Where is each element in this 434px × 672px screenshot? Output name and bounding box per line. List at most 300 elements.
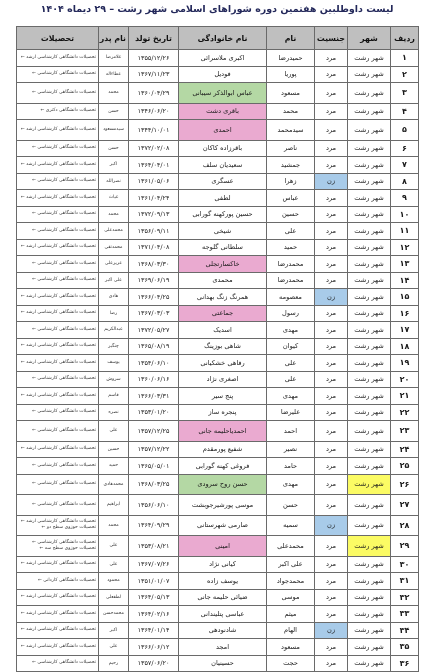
city-cell: شهر رشت bbox=[348, 223, 391, 240]
last-name-cell: اصغری نژاد bbox=[179, 371, 267, 388]
city-cell: شهر رشت bbox=[348, 66, 391, 83]
table-row bbox=[17, 606, 419, 623]
education-line: تحصیلات دانشگاهی کارشناسی ارشد ← bbox=[20, 519, 96, 525]
birth-date-cell: ۱۳۷۲/۰۵/۲۷ bbox=[129, 322, 179, 339]
education-cell bbox=[17, 589, 99, 606]
last-name-cell: محمدی bbox=[179, 272, 267, 289]
table-row bbox=[17, 289, 419, 306]
row-index: ۳۰ bbox=[391, 556, 419, 573]
gender-cell: مرد bbox=[315, 322, 348, 339]
birth-date-cell: ۱۳۷۲/۰۹/۱۳ bbox=[129, 206, 179, 223]
first-name-cell: رسول bbox=[267, 305, 315, 322]
birth-date-cell: ۱۳۶۱/۰۴/۲۴ bbox=[129, 190, 179, 207]
first-name-cell: سمیه bbox=[267, 515, 315, 536]
city-cell: شهر رشت bbox=[348, 441, 391, 458]
first-name-cell: مهدی bbox=[267, 388, 315, 405]
row-index: ۵ bbox=[391, 120, 419, 141]
header-last-name: نام خانوادگی bbox=[179, 27, 267, 50]
birth-date-cell: ۱۳۵۱/۰۱/۰۷ bbox=[129, 573, 179, 590]
last-name-cell: پنج سیر bbox=[179, 388, 267, 405]
row-index: ۱ bbox=[391, 50, 419, 67]
row-index: ۲۴ bbox=[391, 441, 419, 458]
header-father-name: نام پدر bbox=[99, 27, 129, 50]
row-index: ۷ bbox=[391, 157, 419, 174]
father-name-cell: چنگیز bbox=[99, 338, 129, 355]
education-cell bbox=[17, 256, 99, 273]
birth-date-cell: ۱۳۶۷/۰۳/۰۳ bbox=[129, 305, 179, 322]
gender-cell: مرد bbox=[315, 66, 348, 83]
education-cell bbox=[17, 173, 99, 190]
education-cell bbox=[17, 606, 99, 623]
table-row bbox=[17, 338, 419, 355]
education-line: تحصیلات دانشگاهی کارشناسی ارشد ← bbox=[20, 293, 96, 299]
first-name-cell: محمدرضا bbox=[267, 272, 315, 289]
birth-date-cell: ۱۳۷۱/۰۴/۰۸ bbox=[129, 239, 179, 256]
education-cell bbox=[17, 50, 99, 67]
last-name-cell: اکبری ملاسرائی bbox=[179, 50, 267, 67]
first-name-cell: مسعود bbox=[267, 83, 315, 104]
last-name-cell: شفیع پورمقدم bbox=[179, 441, 267, 458]
first-name-cell: محمدعلی bbox=[267, 536, 315, 557]
document-title: لیست داوطلبین هفتمین دوره شوراهای اسلامی شهر رشت – ۲۹ دیماه ۱۴۰۴ bbox=[40, 4, 394, 15]
education-cell bbox=[17, 441, 99, 458]
gender-cell: زن bbox=[315, 515, 348, 536]
first-name-cell: حمیدرضا bbox=[267, 50, 315, 67]
row-index: ۳۴ bbox=[391, 622, 419, 639]
first-name-cell: نصیر bbox=[267, 441, 315, 458]
gender-cell: مرد bbox=[315, 50, 348, 67]
education-cell bbox=[17, 83, 99, 104]
father-name-cell: یوسف bbox=[99, 355, 129, 372]
row-index: ۳۲ bbox=[391, 589, 419, 606]
birth-date-cell: ۱۳۶۵/۰۸/۱۹ bbox=[129, 338, 179, 355]
education-cell bbox=[17, 289, 99, 306]
last-name-cell: شاهی بوزینگ bbox=[179, 338, 267, 355]
education-line: تحصیلات دانشگاهی کارشناسی ارشد ← bbox=[20, 610, 96, 616]
education-line: تحصیلات دانشگاهی کارشناسی ارشد ← bbox=[20, 594, 96, 600]
last-name-cell: موسی پورشیرجوبشت bbox=[179, 495, 267, 516]
father-name-cell: لطفعلی bbox=[99, 589, 129, 606]
city-cell: شهر رشت bbox=[348, 322, 391, 339]
first-name-cell: حامد bbox=[267, 458, 315, 475]
education-line: تحصیلات دانشگاهی کارشناسی ← bbox=[32, 501, 96, 507]
birth-date-cell: ۱۳۷۲/۰۲/۰۸ bbox=[129, 140, 179, 157]
education-line: تحصیلات دانشگاهی کاردانی ← bbox=[37, 577, 96, 583]
first-name-cell: حسین bbox=[267, 206, 315, 223]
education-cell bbox=[17, 272, 99, 289]
first-name-cell: جمشید bbox=[267, 157, 315, 174]
city-cell: شهر رشت bbox=[348, 404, 391, 421]
birth-date-cell: ۱۳۶۷/۰۷/۲۶ bbox=[129, 556, 179, 573]
gender-cell: مرد bbox=[315, 441, 348, 458]
education-line: تحصیلات دانشگاهی کارشناسی ← bbox=[32, 145, 96, 151]
father-name-cell: اکبر bbox=[99, 622, 129, 639]
table-row bbox=[17, 157, 419, 174]
table-row bbox=[17, 140, 419, 157]
first-name-cell: علی bbox=[267, 371, 315, 388]
row-index: ۱۸ bbox=[391, 338, 419, 355]
last-name-cell: عسگری bbox=[179, 173, 267, 190]
father-name-cell: محمود bbox=[99, 573, 129, 590]
gender-cell: مرد bbox=[315, 404, 348, 421]
education-line: تحصیلات دانشگاهی کارشناسی ارشد ← bbox=[20, 194, 96, 200]
education-cell bbox=[17, 639, 99, 656]
education-line: تحصیلات دانشگاهی کارشناسی ← bbox=[32, 71, 96, 77]
education-line: تحصیلات دانشگاهی کارشناسی ارشد ← bbox=[20, 561, 96, 567]
row-index: ۲ bbox=[391, 66, 419, 83]
education-cell bbox=[17, 66, 99, 83]
father-name-cell: غیاث bbox=[99, 190, 129, 207]
first-name-cell: علی bbox=[267, 355, 315, 372]
first-name-cell: علی bbox=[267, 223, 315, 240]
last-name-cell: سلطانی گلوجه bbox=[179, 239, 267, 256]
gender-cell: مرد bbox=[315, 573, 348, 590]
header-birth-date: تاریخ تولد bbox=[129, 27, 179, 50]
education-line: تحصیلات دانشگاهی کارشناسی ارشد ← bbox=[20, 627, 96, 633]
father-name-cell: سروش bbox=[99, 371, 129, 388]
birth-date-cell: ۱۳۶۷/۱۱/۲۳ bbox=[129, 66, 179, 83]
birth-date-cell: ۱۳۵۵/۱۲/۲۶ bbox=[129, 50, 179, 67]
education-cell bbox=[17, 404, 99, 421]
last-name-cell: کیانی نژاد bbox=[179, 556, 267, 573]
father-name-cell: عطاءاله bbox=[99, 66, 129, 83]
gender-cell: زن bbox=[315, 289, 348, 306]
city-cell: شهر رشت bbox=[348, 458, 391, 475]
birth-date-cell: ۱۳۶۸/۰۳/۲۵ bbox=[129, 474, 179, 495]
father-name-cell: حمید bbox=[99, 458, 129, 475]
gender-cell: مرد bbox=[315, 140, 348, 157]
last-name-cell: همرنگ زنگ بهدانی bbox=[179, 289, 267, 306]
city-cell: شهر رشت bbox=[348, 272, 391, 289]
table-row bbox=[17, 355, 419, 372]
table-row bbox=[17, 404, 419, 421]
row-index: ۲۸ bbox=[391, 515, 419, 536]
education-line: تحصیلات دانشگاهی کارشناسی ← bbox=[32, 89, 96, 95]
last-name-cell: امینی bbox=[179, 536, 267, 557]
row-index: ۱۹ bbox=[391, 355, 419, 372]
birth-date-cell: ۱۳۶۴/۰۹/۲۹ bbox=[129, 515, 179, 536]
first-name-cell: محمد bbox=[267, 103, 315, 120]
education-line: تحصیلات حوزوی سطح دو ← bbox=[41, 525, 96, 531]
table-row bbox=[17, 83, 419, 104]
gender-cell: مرد bbox=[315, 338, 348, 355]
last-name-cell: لطفی bbox=[179, 190, 267, 207]
education-cell bbox=[17, 495, 99, 516]
last-name-cell: فودیل bbox=[179, 66, 267, 83]
birth-date-cell: ۱۳۶۱/۰۵/۰۶ bbox=[129, 173, 179, 190]
last-name-cell: عباسی پتلیندانی bbox=[179, 606, 267, 623]
last-name-cell: باقری دشت bbox=[179, 103, 267, 120]
city-cell: شهر رشت bbox=[348, 421, 391, 442]
father-name-cell: غلامرضا bbox=[99, 50, 129, 67]
education-line: تحصیلات دانشگاهی کارشناسی ← bbox=[32, 660, 96, 666]
city-cell: شهر رشت bbox=[348, 50, 391, 67]
education-cell bbox=[17, 556, 99, 573]
city-cell: شهر رشت bbox=[348, 338, 391, 355]
last-name-cell: حسن روح سرودی bbox=[179, 474, 267, 495]
birth-date-cell: ۱۳۶۵/۰۵/۰۱ bbox=[129, 458, 179, 475]
candidates-table bbox=[16, 26, 419, 672]
education-cell bbox=[17, 458, 99, 475]
birth-date-cell: ۱۳۶۸/۰۳/۳۰ bbox=[129, 256, 179, 273]
first-name-cell: ناصر bbox=[267, 140, 315, 157]
first-name-cell: کیوان bbox=[267, 338, 315, 355]
father-name-cell: حسن bbox=[99, 140, 129, 157]
father-name-cell: ابراهیم bbox=[99, 495, 129, 516]
row-index: ۲۶ bbox=[391, 474, 419, 495]
education-cell bbox=[17, 305, 99, 322]
city-cell: شهر رشت bbox=[348, 256, 391, 273]
gender-cell: مرد bbox=[315, 536, 348, 557]
education-line: تحصیلات دانشگاهی کارشناسی ارشد ← bbox=[20, 392, 96, 398]
table-header-row bbox=[17, 27, 419, 50]
last-name-cell: شیخی bbox=[179, 223, 267, 240]
table-row bbox=[17, 305, 419, 322]
birth-date-cell: ۱۳۶۴/۰۱/۱۴ bbox=[129, 622, 179, 639]
gender-cell: زن bbox=[315, 173, 348, 190]
table-row bbox=[17, 622, 419, 639]
first-name-cell: علیرضا bbox=[267, 404, 315, 421]
city-cell: شهر رشت bbox=[348, 515, 391, 536]
birth-date-cell: ۱۳۶۶/۰۳/۳۱ bbox=[129, 388, 179, 405]
education-line: تحصیلات دانشگاهی کارشناسی ارشد ← bbox=[20, 54, 96, 60]
gender-cell: مرد bbox=[315, 495, 348, 516]
father-name-cell: محمد bbox=[99, 83, 129, 104]
city-cell: شهر رشت bbox=[348, 206, 391, 223]
table-row bbox=[17, 441, 419, 458]
education-line: تحصیلات دانشگاهی کارشناسی ارشد ← bbox=[20, 359, 96, 365]
city-cell: شهر رشت bbox=[348, 190, 391, 207]
city-cell: شهر رشت bbox=[348, 388, 391, 405]
birth-date-cell: ۱۳۵۷/۱۲/۲۵ bbox=[129, 421, 179, 442]
education-cell bbox=[17, 190, 99, 207]
education-line: تحصیلات دانشگاهی کارشناسی ارشد ← bbox=[20, 446, 96, 452]
education-cell bbox=[17, 120, 99, 141]
table-row bbox=[17, 515, 419, 536]
table-row bbox=[17, 50, 419, 67]
gender-cell: مرد bbox=[315, 639, 348, 656]
first-name-cell: حسن bbox=[267, 495, 315, 516]
row-index: ۱۰ bbox=[391, 206, 419, 223]
first-name-cell: احمد bbox=[267, 421, 315, 442]
gender-cell: مرد bbox=[315, 556, 348, 573]
table-row bbox=[17, 474, 419, 495]
father-name-cell: عبدالکریم bbox=[99, 322, 129, 339]
education-cell bbox=[17, 239, 99, 256]
birth-date-cell: ۱۳۵۷/۰۶/۲۰ bbox=[129, 655, 179, 672]
row-index: ۳۱ bbox=[391, 573, 419, 590]
table-row bbox=[17, 371, 419, 388]
table-row bbox=[17, 458, 419, 475]
gender-cell: مرد bbox=[315, 355, 348, 372]
city-cell: شهر رشت bbox=[348, 120, 391, 141]
gender-cell: مرد bbox=[315, 606, 348, 623]
education-cell bbox=[17, 103, 99, 120]
gender-cell: مرد bbox=[315, 223, 348, 240]
row-index: ۱۲ bbox=[391, 239, 419, 256]
gender-cell: مرد bbox=[315, 206, 348, 223]
table-row bbox=[17, 322, 419, 339]
first-name-cell: زهرا bbox=[267, 173, 315, 190]
birth-date-cell: ۱۳۴۴/۱۰/۰۱ bbox=[129, 120, 179, 141]
first-name-cell: علی اکبر bbox=[267, 556, 315, 573]
father-name-cell: محمد bbox=[99, 515, 129, 536]
father-name-cell: محمدعلی bbox=[99, 223, 129, 240]
birth-date-cell: ۱۳۵۷/۱۲/۲۲ bbox=[129, 441, 179, 458]
education-line: تحصیلات دانشگاهی کارشناسی ارشد ← bbox=[20, 244, 96, 250]
birth-date-cell: ۱۳۵۶/۰۶/۱۰ bbox=[129, 495, 179, 516]
gender-cell: مرد bbox=[315, 371, 348, 388]
row-index: ۳۵ bbox=[391, 639, 419, 656]
birth-date-cell: ۱۳۴۶/۰۶/۲۰ bbox=[129, 103, 179, 120]
first-name-cell: الهام bbox=[267, 622, 315, 639]
birth-date-cell: ۱۳۶۶/۰۴/۲۵ bbox=[129, 289, 179, 306]
father-name-cell: محمد bbox=[99, 206, 129, 223]
row-index: ۲۵ bbox=[391, 458, 419, 475]
city-cell: شهر رشت bbox=[348, 371, 391, 388]
row-index: ۲۱ bbox=[391, 388, 419, 405]
last-name-cell: رفاهی خشکیانی bbox=[179, 355, 267, 372]
city-cell: شهر رشت bbox=[348, 573, 391, 590]
father-name-cell: محمدحسن bbox=[99, 606, 129, 623]
gender-cell: مرد bbox=[315, 103, 348, 120]
table-row bbox=[17, 190, 419, 207]
first-name-cell: حمید bbox=[267, 239, 315, 256]
last-name-cell: حسین پورکهنه گورابی bbox=[179, 206, 267, 223]
first-name-cell: موسی bbox=[267, 589, 315, 606]
birth-date-cell: ۱۳۵۳/۰۱/۲۰ bbox=[129, 404, 179, 421]
table-row bbox=[17, 103, 419, 120]
table-body bbox=[17, 50, 419, 672]
first-name-cell: پوریا bbox=[267, 66, 315, 83]
birth-date-cell: ۱۳۶۰/۰۴/۲۹ bbox=[129, 83, 179, 104]
row-index: ۱۳ bbox=[391, 256, 419, 273]
education-cell bbox=[17, 157, 99, 174]
education-line: تحصیلات دانشگاهی کارشناسی ← bbox=[32, 376, 96, 382]
last-name-cell: شادنودهی bbox=[179, 622, 267, 639]
birth-date-cell: ۱۳۶۴/۰۲/۱۶ bbox=[129, 606, 179, 623]
table-row bbox=[17, 223, 419, 240]
city-cell: شهر رشت bbox=[348, 474, 391, 495]
last-name-cell: پنجره ساز bbox=[179, 404, 267, 421]
education-line: تحصیلات دانشگاهی کارشناسی ← bbox=[32, 178, 96, 184]
row-index: ۱۱ bbox=[391, 223, 419, 240]
last-name-cell: خاکسارتجلی bbox=[179, 256, 267, 273]
education-line: تحصیلات دانشگاهی کارشناسی ← bbox=[32, 481, 96, 487]
table-row bbox=[17, 66, 419, 83]
city-cell: شهر رشت bbox=[348, 83, 391, 104]
header-gender: جنسیت bbox=[315, 27, 348, 50]
father-name-cell: حسین bbox=[99, 441, 129, 458]
table-row bbox=[17, 173, 419, 190]
gender-cell: مرد bbox=[315, 388, 348, 405]
city-cell: شهر رشت bbox=[348, 103, 391, 120]
city-cell: شهر رشت bbox=[348, 655, 391, 672]
birth-date-cell: ۱۳۶۴/۰۴/۰۱ bbox=[129, 157, 179, 174]
last-name-cell: حسینیان bbox=[179, 655, 267, 672]
education-cell bbox=[17, 573, 99, 590]
table-row bbox=[17, 206, 419, 223]
city-cell: شهر رشت bbox=[348, 289, 391, 306]
education-line: تحصیلات دانشگاهی کارشناسی ← bbox=[32, 211, 96, 217]
education-line: تحصیلات دانشگاهی کارشناسی ← bbox=[32, 539, 96, 545]
education-line: تحصیلات دانشگاهی کارشناسی ← bbox=[32, 227, 96, 233]
education-cell bbox=[17, 536, 99, 557]
city-cell: شهر رشت bbox=[348, 622, 391, 639]
gender-cell: مرد bbox=[315, 589, 348, 606]
first-name-cell: محمدجواد bbox=[267, 573, 315, 590]
row-index: ۶ bbox=[391, 140, 419, 157]
education-cell bbox=[17, 515, 99, 536]
city-cell: شهر رشت bbox=[348, 140, 391, 157]
last-name-cell: یوسف زاده bbox=[179, 573, 267, 590]
education-line: تحصیلات دانشگاهی کارشناسی ارشد ← bbox=[20, 126, 96, 132]
last-name-cell: صارمی شهرستانی bbox=[179, 515, 267, 536]
city-cell: شهر رشت bbox=[348, 157, 391, 174]
father-name-cell: هادی bbox=[99, 289, 129, 306]
father-name-cell: علی اکبر bbox=[99, 272, 129, 289]
education-line: تحصیلات دانشگاهی کارشناسی ← bbox=[32, 326, 96, 332]
city-cell: شهر رشت bbox=[348, 556, 391, 573]
gender-cell: مرد bbox=[315, 272, 348, 289]
city-cell: شهر رشت bbox=[348, 639, 391, 656]
first-name-cell: حجت bbox=[267, 655, 315, 672]
birth-date-cell: ۱۳۶۶/۰۶/۱۲ bbox=[129, 639, 179, 656]
last-name-cell: اسدیک bbox=[179, 322, 267, 339]
father-name-cell: محمدتقی bbox=[99, 239, 129, 256]
gender-cell: زن bbox=[315, 622, 348, 639]
first-name-cell: مهدی bbox=[267, 322, 315, 339]
father-name-cell: علی bbox=[99, 421, 129, 442]
education-line: تحصیلات حوزوی سطح سه ← bbox=[39, 545, 96, 551]
row-index: ۲۹ bbox=[391, 536, 419, 557]
education-cell bbox=[17, 206, 99, 223]
first-name-cell: مهدی bbox=[267, 474, 315, 495]
gender-cell: مرد bbox=[315, 239, 348, 256]
row-index: ۱۶ bbox=[391, 305, 419, 322]
education-cell bbox=[17, 322, 99, 339]
row-index: ۲۷ bbox=[391, 495, 419, 516]
father-name-cell: رحیم bbox=[99, 655, 129, 672]
header-index: ردیف bbox=[391, 27, 419, 50]
row-index: ۱۵ bbox=[391, 289, 419, 306]
education-cell bbox=[17, 338, 99, 355]
education-cell bbox=[17, 355, 99, 372]
table-row bbox=[17, 536, 419, 557]
gender-cell: مرد bbox=[315, 458, 348, 475]
table-row bbox=[17, 421, 419, 442]
header-first-name: نام bbox=[267, 27, 315, 50]
education-line: تحصیلات دانشگاهی کارشناسی ← bbox=[32, 462, 96, 468]
father-name-cell: رضا bbox=[99, 305, 129, 322]
table-row bbox=[17, 272, 419, 289]
last-name-cell: احمدی bbox=[179, 120, 267, 141]
first-name-cell: میثم bbox=[267, 606, 315, 623]
last-name-cell: جماعتی bbox=[179, 305, 267, 322]
gender-cell: مرد bbox=[315, 305, 348, 322]
table-row bbox=[17, 639, 419, 656]
row-index: ۳۶ bbox=[391, 655, 419, 672]
education-line: تحصیلات دانشگاهی دکتری ← bbox=[40, 108, 96, 114]
gender-cell: مرد bbox=[315, 421, 348, 442]
table-row bbox=[17, 256, 419, 273]
row-index: ۴ bbox=[391, 103, 419, 120]
birth-date-cell: ۱۳۵۴/۰۶/۱۰ bbox=[129, 355, 179, 372]
last-name-cell: احمدیاحلیمه جانی bbox=[179, 421, 267, 442]
education-line: تحصیلات دانشگاهی کارشناسی ← bbox=[32, 277, 96, 283]
education-line: تحصیلات دانشگاهی کارشناسی ارشد ← bbox=[20, 643, 96, 649]
father-name-cell: قاسم bbox=[99, 388, 129, 405]
